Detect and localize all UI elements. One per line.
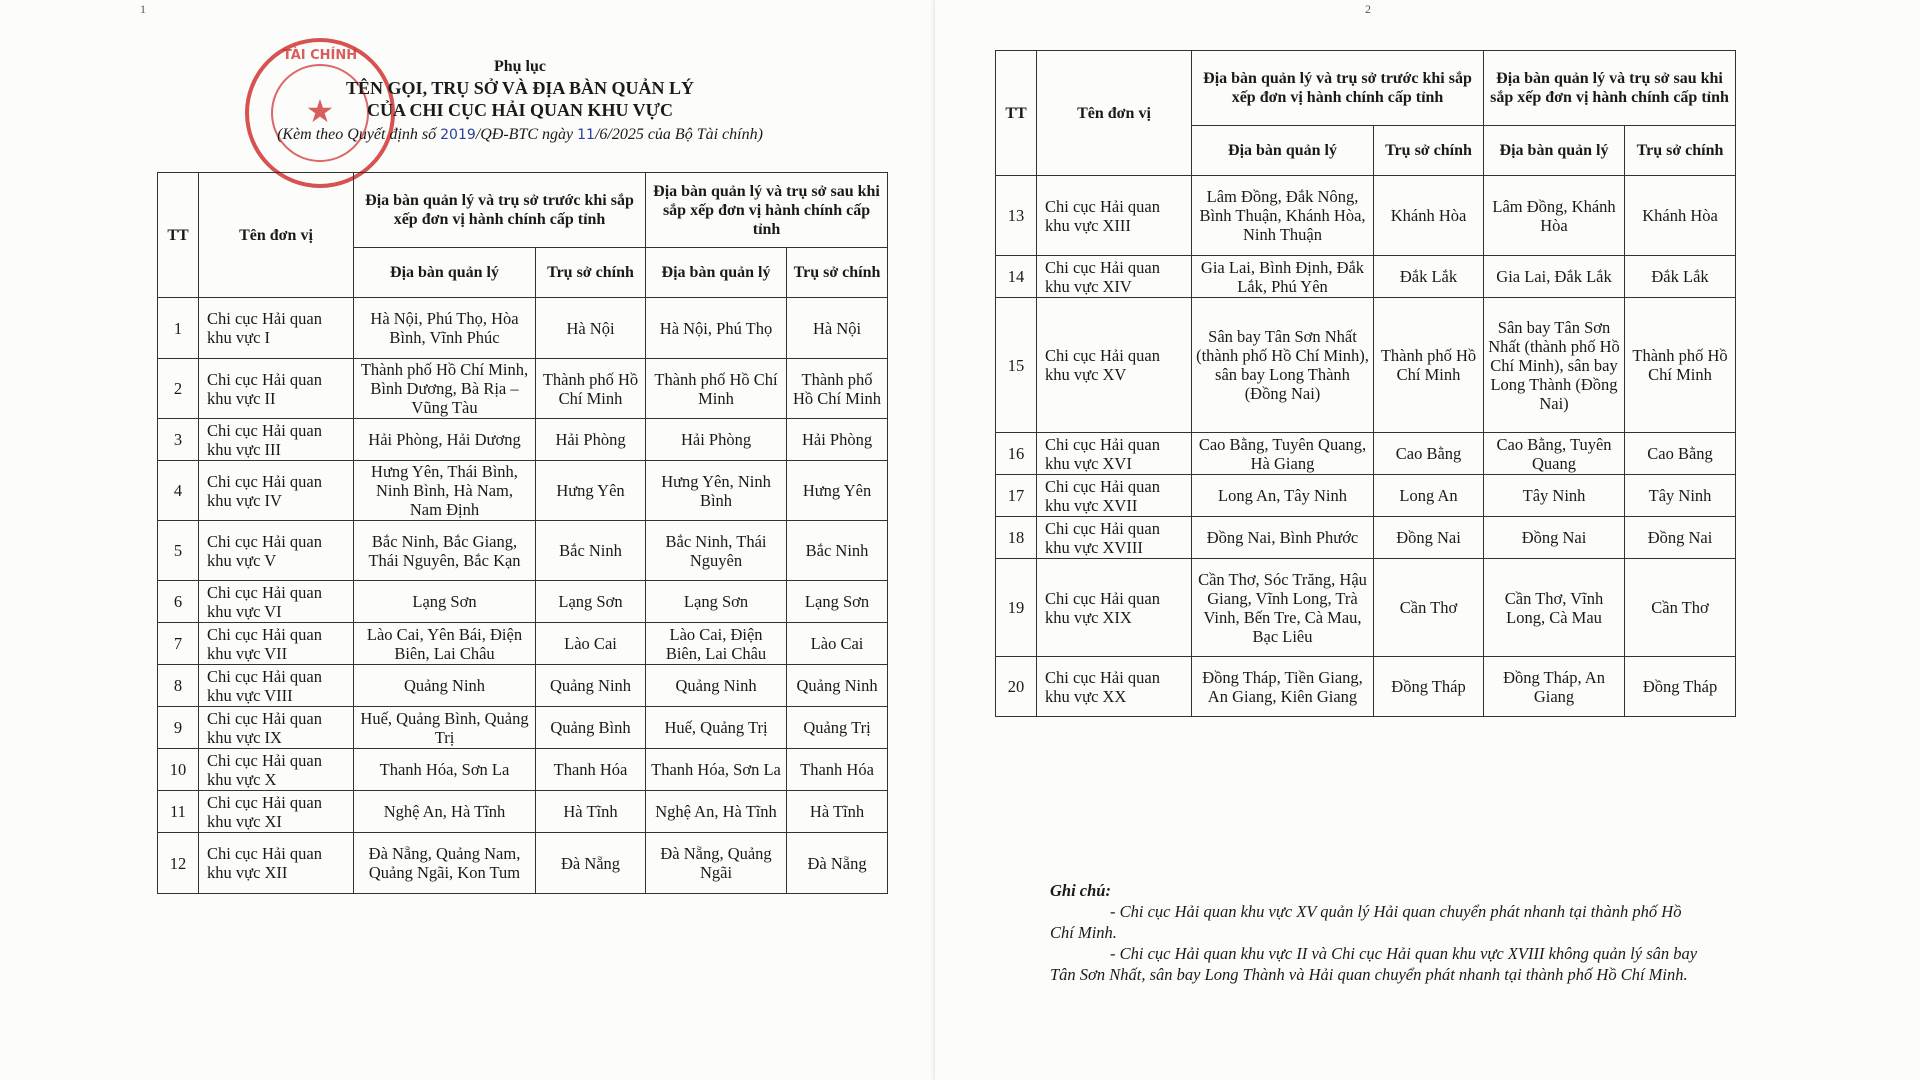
cell-area-before: Hưng Yên, Thái Bình, Ninh Bình, Hà Nam, Nam Định: [354, 461, 536, 521]
cell-area-before: Cao Bằng, Tuyên Quang, Hà Giang: [1192, 433, 1374, 475]
cell-tt: 20: [996, 657, 1037, 717]
cell-hq-before: Thành phố Hồ Chí Minh: [1374, 298, 1484, 433]
cell-area-before: Đà Nẵng, Quảng Nam, Quảng Ngãi, Kon Tum: [354, 833, 536, 894]
table-row: [996, 298, 1736, 433]
cell-unit-name: Chi cục Hải quan khu vực XX: [1037, 657, 1192, 717]
cell-unit-name: Chi cục Hải quan khu vực IX: [199, 707, 354, 749]
document-title-line-2: CỦA CHI CỤC HẢI QUAN KHU VỰC: [366, 100, 673, 120]
cell-area-after: Sân bay Tân Sơn Nhất (thành phố Hồ Chí Minh), sân bay Long Thành (Đồng Nai): [1484, 298, 1625, 433]
cell-area-before: Nghệ An, Hà Tĩnh: [354, 791, 536, 833]
customs-table-part-1: [157, 172, 888, 894]
notes-section: [1050, 880, 1700, 985]
col-group-after: Địa bàn quản lý và trụ sở sau khi sắp xếp đơn vị hành chính cấp tỉnh: [646, 173, 888, 248]
col-group-before: Địa bàn quản lý và trụ sở trước khi sắp xếp đơn vị hành chính cấp tỉnh: [354, 173, 646, 248]
cell-hq-before: Hưng Yên: [536, 461, 646, 521]
cell-area-after: Tây Ninh: [1484, 475, 1625, 517]
cell-hq-before: Long An: [1374, 475, 1484, 517]
cell-hq-before: Thanh Hóa: [536, 749, 646, 791]
cell-hq-after: Hà Tĩnh: [787, 791, 888, 833]
cell-hq-after: Đắk Lắk: [1625, 256, 1736, 298]
document-subtitle: [150, 124, 890, 146]
cell-hq-before: Đà Nẵng: [536, 833, 646, 894]
cell-hq-after: Tây Ninh: [1625, 475, 1736, 517]
cell-hq-before: Hà Tĩnh: [536, 791, 646, 833]
cell-hq-before: Cao Bằng: [1374, 433, 1484, 475]
cell-hq-before: Thành phố Hồ Chí Minh: [536, 359, 646, 419]
col-area-before: Địa bàn quản lý: [1192, 126, 1374, 176]
cell-area-before: Lạng Sơn: [354, 581, 536, 623]
table-row: [996, 176, 1736, 256]
cell-area-before: Thành phố Hồ Chí Minh, Bình Dương, Bà Rịa – Vũng Tàu: [354, 359, 536, 419]
cell-unit-name: Chi cục Hải quan khu vực I: [199, 298, 354, 359]
notes-title: Ghi chú:: [1050, 881, 1111, 900]
cell-hq-after: Quảng Ninh: [787, 665, 888, 707]
cell-hq-after: Hưng Yên: [787, 461, 888, 521]
document-page-2: [935, 0, 1920, 1080]
cell-hq-before: Lào Cai: [536, 623, 646, 665]
cell-hq-after: Thành phố Hồ Chí Minh: [1625, 298, 1736, 433]
cell-area-after: Bắc Ninh, Thái Nguyên: [646, 521, 787, 581]
cell-hq-after: Thanh Hóa: [787, 749, 888, 791]
document-page-1: [0, 0, 935, 1080]
col-tt: TT: [158, 173, 199, 298]
cell-area-after: Đà Nẵng, Quảng Ngãi: [646, 833, 787, 894]
cell-area-before: Lào Cai, Yên Bái, Điện Biên, Lai Châu: [354, 623, 536, 665]
cell-area-after: Cao Bằng, Tuyên Quang: [1484, 433, 1625, 475]
cell-tt: 15: [996, 298, 1037, 433]
cell-area-before: Hải Phòng, Hải Dương: [354, 419, 536, 461]
col-unit-name: Tên đơn vị: [1037, 51, 1192, 176]
cell-tt: 4: [158, 461, 199, 521]
appendix-label: Phụ lục: [493, 58, 546, 75]
cell-area-after: Nghệ An, Hà Tĩnh: [646, 791, 787, 833]
table-row: [996, 256, 1736, 298]
subtitle-part-3: /6/2025 của Bộ Tài chính): [594, 126, 763, 143]
cell-tt: 11: [158, 791, 199, 833]
cell-tt: 8: [158, 665, 199, 707]
cell-hq-after: Đồng Tháp: [1625, 657, 1736, 717]
cell-tt: 1: [158, 298, 199, 359]
cell-area-after: Hà Nội, Phú Thọ: [646, 298, 787, 359]
cell-tt: 16: [996, 433, 1037, 475]
page-number: 2: [1365, 2, 1371, 16]
cell-hq-before: Quảng Bình: [536, 707, 646, 749]
col-hq-before: Trụ sở chính: [536, 248, 646, 298]
cell-hq-before: Đồng Nai: [1374, 517, 1484, 559]
cell-area-after: Thành phố Hồ Chí Minh: [646, 359, 787, 419]
cell-unit-name: Chi cục Hải quan khu vực VI: [199, 581, 354, 623]
cell-hq-after: Lạng Sơn: [787, 581, 888, 623]
cell-hq-before: Đồng Tháp: [1374, 657, 1484, 717]
cell-tt: 17: [996, 475, 1037, 517]
cell-hq-after: Hà Nội: [787, 298, 888, 359]
cell-area-after: Lào Cai, Điện Biên, Lai Châu: [646, 623, 787, 665]
col-hq-after: Trụ sở chính: [787, 248, 888, 298]
table-body-2: [996, 176, 1736, 717]
table-row: [158, 298, 888, 359]
cell-tt: 7: [158, 623, 199, 665]
cell-area-before: Quảng Ninh: [354, 665, 536, 707]
cell-area-before: Đồng Tháp, Tiền Giang, An Giang, Kiên Giang: [1192, 657, 1374, 717]
col-unit-name: Tên đơn vị: [199, 173, 354, 298]
cell-hq-before: Khánh Hòa: [1374, 176, 1484, 256]
cell-area-before: Gia Lai, Bình Định, Đắk Lắk, Phú Yên: [1192, 256, 1374, 298]
cell-area-after: Lạng Sơn: [646, 581, 787, 623]
table-row: [158, 749, 888, 791]
subtitle-part-2: /QĐ-BTC ngày: [475, 126, 574, 143]
cell-area-after: Lâm Đồng, Khánh Hòa: [1484, 176, 1625, 256]
cell-tt: 9: [158, 707, 199, 749]
col-area-before: Địa bàn quản lý: [354, 248, 536, 298]
table-row: [996, 517, 1736, 559]
cell-unit-name: Chi cục Hải quan khu vực XI: [199, 791, 354, 833]
cell-unit-name: Chi cục Hải quan khu vực V: [199, 521, 354, 581]
cell-area-after: Đồng Nai: [1484, 517, 1625, 559]
note-item-1: - Chi cục Hải quan khu vực XV quản lý Hải quan chuyển phát nhanh tại thành phố Hồ Chí Minh.: [1050, 902, 1682, 942]
cell-unit-name: Chi cục Hải quan khu vực VIII: [199, 665, 354, 707]
cell-area-before: Lâm Đồng, Đắk Nông, Bình Thuận, Khánh Hòa, Ninh Thuận: [1192, 176, 1374, 256]
cell-area-after: Cần Thơ, Vĩnh Long, Cà Mau: [1484, 559, 1625, 657]
cell-unit-name: Chi cục Hải quan khu vực XIV: [1037, 256, 1192, 298]
table-row: [996, 657, 1736, 717]
cell-unit-name: Chi cục Hải quan khu vực XVIII: [1037, 517, 1192, 559]
cell-hq-after: Cao Bằng: [1625, 433, 1736, 475]
col-hq-after: Trụ sở chính: [1625, 126, 1736, 176]
cell-hq-after: Cần Thơ: [1625, 559, 1736, 657]
cell-unit-name: Chi cục Hải quan khu vực XVI: [1037, 433, 1192, 475]
cell-hq-before: Hải Phòng: [536, 419, 646, 461]
cell-hq-before: Cần Thơ: [1374, 559, 1484, 657]
table-row: [158, 521, 888, 581]
cell-tt: 18: [996, 517, 1037, 559]
cell-unit-name: Chi cục Hải quan khu vực VII: [199, 623, 354, 665]
col-area-after: Địa bàn quản lý: [1484, 126, 1625, 176]
col-area-after: Địa bàn quản lý: [646, 248, 787, 298]
table-row: [158, 461, 888, 521]
table-row: [158, 707, 888, 749]
decision-number: 2019: [440, 127, 476, 143]
cell-area-after: Hưng Yên, Ninh Bình: [646, 461, 787, 521]
cell-unit-name: Chi cục Hải quan khu vực II: [199, 359, 354, 419]
table-row: [996, 559, 1736, 657]
note-item-2: - Chi cục Hải quan khu vực II và Chi cục Hải quan khu vực XVIII không quản lý sân bay Tân Sơn Nhất, sân bay Long Thành và Hải quan chuyển phát nhanh tại thành phố Hồ Chí Minh.: [1050, 944, 1698, 984]
cell-area-before: Đồng Nai, Bình Phước: [1192, 517, 1374, 559]
cell-tt: 19: [996, 559, 1037, 657]
table-row: [158, 665, 888, 707]
cell-area-before: Huế, Quảng Bình, Quảng Trị: [354, 707, 536, 749]
cell-area-after: Gia Lai, Đắk Lắk: [1484, 256, 1625, 298]
table-row: [158, 581, 888, 623]
cell-area-before: Thanh Hóa, Sơn La: [354, 749, 536, 791]
cell-hq-after: Khánh Hòa: [1625, 176, 1736, 256]
table-row: [996, 433, 1736, 475]
table-row: [158, 359, 888, 419]
subtitle-part-1: (Kèm theo Quyết định số: [277, 126, 437, 143]
cell-hq-before: Quảng Ninh: [536, 665, 646, 707]
cell-tt: 6: [158, 581, 199, 623]
cell-hq-before: Bắc Ninh: [536, 521, 646, 581]
page-number: 1: [140, 2, 146, 16]
decision-day: 11: [577, 127, 595, 143]
table-body-1: [158, 298, 888, 894]
cell-area-before: Bắc Ninh, Bắc Giang, Thái Nguyên, Bắc Kạn: [354, 521, 536, 581]
cell-area-after: Huế, Quảng Trị: [646, 707, 787, 749]
table-row: [158, 791, 888, 833]
cell-tt: 14: [996, 256, 1037, 298]
cell-tt: 10: [158, 749, 199, 791]
cell-area-before: Hà Nội, Phú Thọ, Hòa Bình, Vĩnh Phúc: [354, 298, 536, 359]
cell-hq-after: Lào Cai: [787, 623, 888, 665]
cell-hq-before: Đắk Lắk: [1374, 256, 1484, 298]
cell-area-after: Thanh Hóa, Sơn La: [646, 749, 787, 791]
cell-unit-name: Chi cục Hải quan khu vực X: [199, 749, 354, 791]
cell-hq-before: Lạng Sơn: [536, 581, 646, 623]
table-row: [158, 623, 888, 665]
cell-tt: 13: [996, 176, 1037, 256]
cell-unit-name: Chi cục Hải quan khu vực XV: [1037, 298, 1192, 433]
cell-area-before: Sân bay Tân Sơn Nhất (thành phố Hồ Chí Minh), sân bay Long Thành (Đồng Nai): [1192, 298, 1374, 433]
cell-tt: 3: [158, 419, 199, 461]
cell-area-after: Hải Phòng: [646, 419, 787, 461]
col-hq-before: Trụ sở chính: [1374, 126, 1484, 176]
cell-area-before: Long An, Tây Ninh: [1192, 475, 1374, 517]
cell-hq-after: Thành phố Hồ Chí Minh: [787, 359, 888, 419]
col-group-after: Địa bàn quản lý và trụ sở sau khi sắp xếp đơn vị hành chính cấp tỉnh: [1484, 51, 1736, 126]
cell-hq-after: Đồng Nai: [1625, 517, 1736, 559]
cell-tt: 12: [158, 833, 199, 894]
cell-area-after: Quảng Ninh: [646, 665, 787, 707]
cell-unit-name: Chi cục Hải quan khu vực IV: [199, 461, 354, 521]
table-row: [996, 475, 1736, 517]
customs-table-part-2: [995, 50, 1736, 717]
cell-area-before: Cần Thơ, Sóc Trăng, Hậu Giang, Vĩnh Long, Trà Vinh, Bến Tre, Cà Mau, Bạc Liêu: [1192, 559, 1374, 657]
cell-unit-name: Chi cục Hải quan khu vực XIII: [1037, 176, 1192, 256]
cell-hq-before: Hà Nội: [536, 298, 646, 359]
seal-text: TÀI CHÍNH: [282, 48, 358, 63]
cell-unit-name: Chi cục Hải quan khu vực XII: [199, 833, 354, 894]
cell-unit-name: Chi cục Hải quan khu vực XIX: [1037, 559, 1192, 657]
table-row: [158, 833, 888, 894]
col-tt: TT: [996, 51, 1037, 176]
cell-area-after: Đồng Tháp, An Giang: [1484, 657, 1625, 717]
cell-tt: 5: [158, 521, 199, 581]
cell-unit-name: Chi cục Hải quan khu vực XVII: [1037, 475, 1192, 517]
cell-hq-after: Quảng Trị: [787, 707, 888, 749]
cell-tt: 2: [158, 359, 199, 419]
cell-unit-name: Chi cục Hải quan khu vực III: [199, 419, 354, 461]
cell-hq-after: Hải Phòng: [787, 419, 888, 461]
cell-hq-after: Đà Nẵng: [787, 833, 888, 894]
star-emblem-icon: ★: [305, 92, 335, 130]
document-title-line-1: TÊN GỌI, TRỤ SỞ VÀ ĐỊA BÀN QUẢN LÝ: [346, 78, 694, 98]
col-group-before: Địa bàn quản lý và trụ sở trước khi sắp xếp đơn vị hành chính cấp tỉnh: [1192, 51, 1484, 126]
table-row: [158, 419, 888, 461]
cell-hq-after: Bắc Ninh: [787, 521, 888, 581]
